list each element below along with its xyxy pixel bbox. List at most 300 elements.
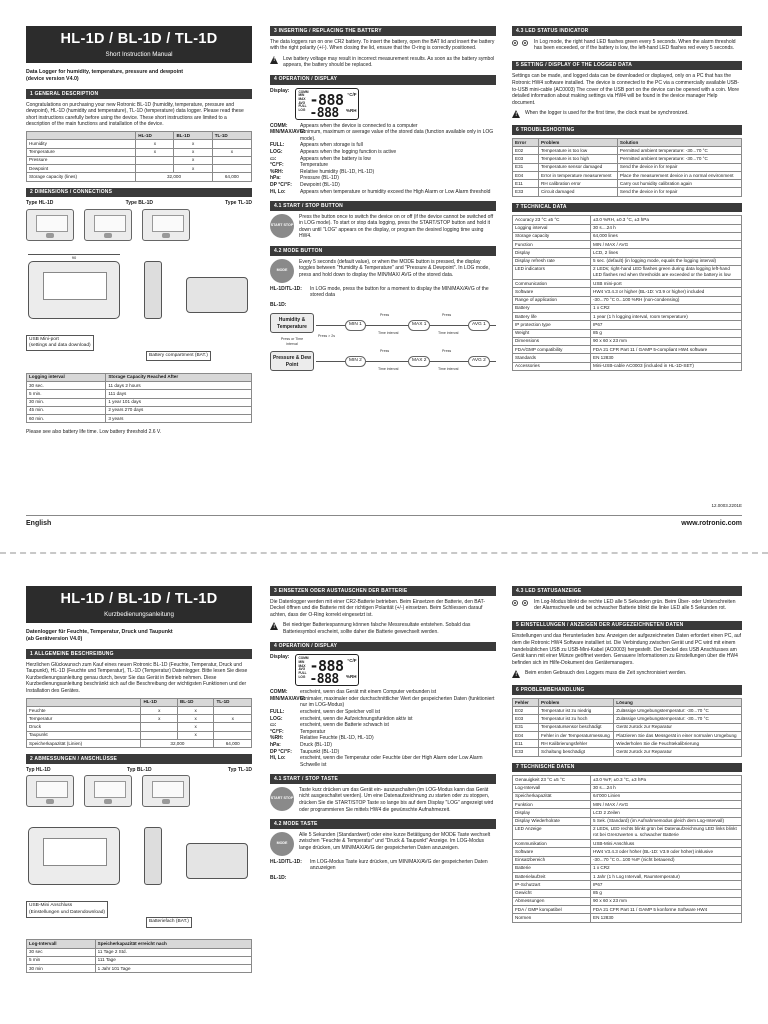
battery-warning: [270, 56, 496, 69]
table-row: [513, 897, 742, 905]
table-cell: Temperatur ist zu hoch: [539, 715, 614, 723]
table-cell: E02: [513, 147, 539, 155]
start-stop-button-icon: START STOP: [270, 787, 294, 811]
table-cell: 90 x 60 x 23 mm: [591, 337, 742, 345]
general-description-text: Herzlichen Glückwunsch zum Kauf eines neuen Rotronic BL-1D (Feuchte, Temperatur, Druck und Taupunkt), HL-1D (Feuchte und Temperatur), TL-1D (Temperatur) Datenlogger. Bitte lesen Sie diese Kurzbedienungsanleitung genau durch, bevor Sie das Gerät in Betrieb nehmen. Diese Kurzbedienungsanleitung beschränkt sich auf die Beschreibung der wichtigsten Funktionen und der Installation des Gerätes.: [26, 661, 248, 695]
table-cell: Accessories: [513, 362, 591, 370]
table-cell: HW4 V3.4.3 or higher (BL-1D: V3.9 or higher) included: [591, 288, 742, 296]
warning-icon: [512, 110, 521, 119]
definition-key: Hi, Lo:: [270, 755, 286, 762]
section-heading-settings: 5 SETTING / DISPLAY OF THE LOGGED DATA: [512, 61, 742, 71]
table-row: [513, 784, 742, 792]
flow-avg-2: AVG 2: [468, 356, 490, 366]
table-cell: 64,000: [212, 173, 251, 181]
table-cell: -30...70 °C 0...100 %RH (non-condensing): [591, 296, 742, 304]
definition-row: [270, 182, 496, 189]
section-heading-general: 1 ALLGEMEINE BESCHREIBUNG: [26, 649, 252, 659]
table-cell: Batterielaufzeit: [513, 873, 591, 881]
section-heading-general: 1 GENERAL DESCRIPTION: [26, 89, 252, 99]
table-cell: [212, 156, 251, 164]
table-cell: LED indicators: [513, 265, 591, 279]
table-cell: 85 g: [591, 329, 742, 337]
lcd-flag: MIN: [298, 93, 305, 98]
troubleshooting-table: [512, 138, 742, 197]
table-cell: Temperature is too high: [539, 155, 618, 163]
flow-max-2: MAX 2: [408, 356, 430, 366]
table-cell: 64'000 Linien: [591, 792, 742, 800]
page-footer: [26, 515, 742, 528]
section-heading-dimensions: 2 DIMENSIONS / CONNECTIONS: [26, 188, 252, 198]
battery-warning: [270, 622, 496, 635]
table-cell: x: [141, 715, 177, 723]
section-heading-mode: 4.2 MODE BUTTON: [270, 246, 496, 256]
section-heading-start-stop: 4.1 START / STOP BUTTON: [270, 201, 496, 211]
table-cell: Funktion: [513, 801, 591, 809]
device-image-tl1d: [142, 775, 190, 807]
device-type-labels: [26, 200, 252, 207]
table-row: [513, 147, 742, 155]
definition-key: FULL:: [270, 142, 285, 149]
table-cell: Storage capacity (lines): [27, 173, 136, 181]
table-cell: Humidity: [27, 140, 136, 148]
table-cell: 11 Tage 2 Std.: [95, 948, 251, 956]
table-cell: x: [141, 706, 177, 714]
device-image-hl1d: [26, 209, 74, 241]
flow-press-2s: Press > 2s: [318, 334, 336, 339]
table-cell: 30 sec.: [27, 382, 106, 390]
section-heading-technical: 7 TECHNICAL DATA: [512, 203, 742, 213]
battery-text: The data loggers run on one CR2 battery. To insert the battery, open the BAT lid and insert the battery with the right polarity (+/-). When closing the lid, ensure that the O-ring is correctly positioned.: [270, 38, 495, 52]
table-cell: E04: [513, 171, 539, 179]
lcd-flag: LOG: [298, 107, 306, 112]
battery-threshold-note: Please see also battery life time. Low battery threshold 2.6 V.: [26, 429, 162, 436]
start-stop-row: [270, 787, 496, 813]
usb-callout-line-1: USB Mini-port: [29, 336, 59, 342]
lcd-flag: MAX: [298, 663, 306, 668]
device-back-drawing: [186, 843, 248, 879]
battery-compartment-callout: Battery compartment (BAT.): [146, 351, 211, 361]
definition-row: [270, 755, 496, 768]
table-cell: E11: [513, 180, 539, 188]
table-header-row: [513, 138, 742, 146]
table-cell: 30 sec: [27, 948, 96, 956]
definition-row: [270, 749, 496, 756]
definition-value: erscheint, wenn der Speicher voll ist: [300, 708, 381, 715]
table-cell: Kommunikation: [513, 840, 591, 848]
table-row: [513, 792, 742, 800]
definition-value: erscheint, wenn die Temperatur oder Feuchte über der High Alarm oder Low Alarm Schwelle ist: [300, 755, 483, 768]
manual-title: HL-1D / BL-1D / TL-1D: [60, 31, 218, 47]
table-cell: HW4 V3.4.3 oder höher (BL-1D: V3.9 oder höher) inklusive: [591, 848, 742, 856]
table-row: [513, 257, 742, 265]
footer-website-link[interactable]: www.rotronic.com: [681, 520, 742, 527]
table-cell: -30...70 °C 0...100 %rF (nicht betauend): [591, 856, 742, 864]
table-cell: Temperature sensor damaged: [539, 163, 618, 171]
definition-row: [270, 142, 496, 149]
column-3: [512, 26, 742, 371]
table-row: [513, 748, 742, 756]
table-row: [513, 825, 742, 839]
table-header-cell: TL-1D: [212, 132, 251, 140]
table-row: [513, 809, 742, 817]
table-cell: 64,000 lines: [591, 232, 742, 240]
intro-line-2: (device version V4.0): [26, 76, 79, 83]
table-cell: Battery life: [513, 313, 591, 321]
battery-text: Die Datenlogger werden mit einer CR2-Batterie betrieben. Beim Einsetzen der Batterie, den BAT-Deckel öffnen und die Batterie mit der richtigen Polarität (+/-) einsetzen. Beim Schliessen darauf achten, dass der O-Ring korrekt eingesetzt ist.: [270, 598, 486, 618]
flow-min-2: MIN 2: [345, 356, 366, 366]
type-label: Typ BL-1D: [126, 766, 152, 773]
table-cell: 64,000: [214, 739, 252, 747]
display-row: [270, 654, 496, 686]
table-row: [513, 163, 742, 171]
display-label: Display:: [270, 654, 290, 661]
led-icon: [522, 600, 528, 606]
table-cell: EN 12830: [591, 914, 742, 922]
table-cell: Place the measurement device in a normal environment: [617, 171, 741, 179]
table-cell: FDA / GMP kompatibel: [513, 906, 591, 914]
table-cell: Normen: [513, 914, 591, 922]
dimension-drawing: [26, 813, 252, 931]
led-icons: [512, 40, 528, 46]
table-cell: Display: [513, 809, 591, 817]
table-row: [27, 723, 252, 731]
intro-line-1: Data Logger for humidity, temperature, pressure and dewpoint: [26, 69, 184, 76]
technical-data-table: [512, 775, 742, 922]
definition-value: Appears when temperature or humidity exceed the High Alarm or Low Alarm threshold: [300, 188, 491, 195]
table-cell: Logging interval: [513, 224, 591, 232]
clock-warning: [512, 670, 742, 679]
definition-key: HL-1D/TL-1D:: [270, 858, 302, 865]
table-cell: x: [212, 148, 251, 156]
table-cell: 1 Jahr 101 Tage: [95, 965, 251, 973]
definition-key: °C/°F:: [270, 728, 284, 735]
width-dimension-label: 90: [28, 254, 120, 260]
table-row: [513, 362, 742, 370]
table-row: [513, 889, 742, 897]
definition-value: Taupunkt (BL-1D): [300, 748, 340, 755]
lcd-flags: [298, 657, 308, 679]
table-cell: Permitted ambient temperature: -30...70 °C: [617, 155, 741, 163]
table-cell: 1 year 101 days: [106, 398, 252, 406]
definition-key: BL-1D:: [270, 875, 287, 882]
table-cell: Carry out humidity calibration again: [617, 180, 741, 188]
battery-warning-text: Bei niedriger Batteriespannung können falsche Messresultate entstehen. Sobald das Batteriesymbol erscheint, sollte daher die Batterie gewechselt werden.: [283, 622, 471, 635]
usb-port-callout: [26, 901, 108, 918]
lcd-digits-top: -888: [309, 90, 344, 109]
table-cell: E04: [513, 731, 539, 739]
led-icon: [522, 40, 528, 46]
type-label: Type HL-1D: [26, 200, 54, 207]
table-cell: E03: [513, 155, 539, 163]
settings-text: Einstellungen und das Herunterladen bzw. Anzeigen der aufgezeichneten Daten erfordert einen PC, auf dem die Rotronic HW4 Software installiert ist. Die Verbindung zwischen Gerät und PC wird mit einem handelsüblichen USB zu USB-Mini-Kabel (AC0003) hergestellt. Der Deckel des USB Anschlusses am Gerät kann mit einer Münze geöffnet werden. Genauere Informationen zu Einstellungen über die HW4 befinden sich im Hilfe-Dokument des Gerätemanagers.: [512, 633, 742, 666]
table-row: [513, 840, 742, 848]
warning-icon: [270, 56, 279, 65]
table-header-row: [27, 373, 252, 381]
table-header-cell: Log-Intervall: [27, 940, 96, 948]
table-row: [513, 740, 742, 748]
table-cell: FDA/GMP compatibility: [513, 346, 591, 354]
table-row: [27, 956, 252, 964]
table-row: [513, 296, 742, 304]
definition-value: Relative Feuchte (BL-1D, HL-1D): [300, 735, 374, 742]
table-row: [513, 346, 742, 354]
table-cell: 1 year (1 h logging interval, room temperature): [591, 313, 742, 321]
table-row: [27, 731, 252, 739]
table-cell: Batterie: [513, 864, 591, 872]
section-heading-mode: 4.2 MODE TASTE: [270, 819, 496, 829]
definition-row: [270, 722, 496, 729]
table-cell: x: [174, 165, 212, 173]
table-cell: Accuracy 23 °C ±5 °C: [513, 216, 591, 224]
definition-key: %RH:: [270, 168, 284, 175]
table-cell: Druck: [27, 723, 141, 731]
flow-press-or-time: Press or Time interval: [280, 337, 304, 347]
section-heading-dimensions: 2 ABMESSUNGEN / ANSCHLÜSSE: [26, 754, 252, 764]
table-row: [27, 173, 252, 181]
column-3: [512, 586, 742, 923]
table-row: [513, 313, 742, 321]
general-description-text: Congratulations on purchasing your new Rotronic BL-1D (humidity, temperature, pressure and dewpoint), HL-1D (humidity and temperature), TL-1D (temperature) data logger. Please read these short instructions carefully before using the device. These short instructions are limited to a description of the main functions and installation of the device.: [26, 101, 244, 128]
table-header-cell: Lösung: [614, 698, 742, 706]
definition-value: Temperature: [300, 162, 329, 169]
table-header-cell: Storage Capacity Reached After: [106, 373, 252, 381]
table-row: [513, 354, 742, 362]
device-type-labels: [26, 767, 252, 774]
table-row: [513, 856, 742, 864]
lcd-flag: FULL: [298, 104, 307, 109]
table-cell: Software: [513, 848, 591, 856]
definition-value: Druck (BL-1D): [300, 741, 332, 748]
table-row: [27, 406, 252, 414]
definition-value: Minimaler, maximaler oder durchschnittlicher Wert der gespeicherten Daten (funktioniert nur im LOG-Modus): [300, 695, 495, 709]
table-cell: [214, 731, 252, 739]
table-cell: Pressure: [27, 156, 136, 164]
table-cell: Range of application: [513, 296, 591, 304]
definition-row: [270, 709, 496, 716]
table-cell: 30 min.: [27, 398, 106, 406]
display-row: [270, 88, 496, 120]
table-cell: 5 min: [27, 956, 96, 964]
table-cell: ±3.0 %RH, ±0.3 °C, ±3 hPa: [591, 216, 742, 224]
table-row: [513, 280, 742, 288]
table-row: [513, 224, 742, 232]
usb-callout-line-2: (Einstellungen und Datendownload): [29, 909, 106, 915]
definition-value: Appears when storage is full: [300, 142, 363, 149]
lcd-flag: AVG: [298, 667, 306, 672]
table-cell: Temperature is too low: [539, 147, 618, 155]
flow-press: Press: [442, 313, 452, 318]
lcd-unit-rh: %RH: [345, 674, 357, 680]
definition-key: BL-1D:: [270, 301, 287, 308]
table-row: [513, 914, 742, 922]
table-header-cell: HL-1D: [136, 132, 174, 140]
table-cell: EN 12830: [591, 354, 742, 362]
definition-row: [270, 169, 496, 176]
section-heading-led: 4.3 LED STATUSANZEIGE: [512, 586, 742, 596]
clock-warning: [512, 110, 742, 119]
table-cell: 90 x 60 x 23 mm: [591, 897, 742, 905]
definition-value: Pressure (BL-1D): [300, 175, 339, 182]
table-row: [513, 731, 742, 739]
section-heading-start-stop: 4.1 START / STOP TASTE: [270, 774, 496, 784]
table-cell: IP67: [591, 321, 742, 329]
table-cell: Temperatursensor beschädigt: [539, 723, 614, 731]
table-cell: x: [177, 706, 213, 714]
table-cell: [214, 706, 252, 714]
led-text: In Log mode, the right hand LED flashes green every 5 seconds. When the alarm threshold has been exceeded, or if the battery is low, the left-hand LED flashes red every 5 seconds.: [534, 38, 736, 52]
led-row: [512, 39, 742, 55]
start-stop-text: Press the button once to switch the device on or off (if the device cannot be switched off in LOG mode). To start or stop data logging, press the START/STOP button and hold it down until "LOG" appears on the display, or program the desired logging time using HW4.: [299, 213, 494, 240]
display-definitions: [270, 689, 496, 768]
definition-key: MIN/MAX/AVG:: [270, 695, 306, 702]
definition-value: erscheint, wenn die Batterie schwach ist: [300, 722, 389, 729]
table-cell: Display refresh rate: [513, 257, 591, 265]
definition-value: Dewpoint (BL-1D): [300, 181, 340, 188]
table-cell: Platzieren Sie das Messgerät in einer normalen Umgebung: [614, 731, 742, 739]
table-cell: [136, 156, 174, 164]
table-cell: 11 days 2 hours: [106, 382, 252, 390]
table-row: [513, 249, 742, 257]
device-front-drawing: [28, 827, 120, 885]
definition-key: LOG:: [270, 715, 283, 722]
table-cell: E33: [513, 748, 539, 756]
section-heading-settings: 5 EINSTELLUNGEN / ANZEIGEN DER AUFGEZEICHNETEN DATEN: [512, 621, 742, 631]
mode-text: Alle 5 Sekunden (Standardwert) oder eine kurze Betätigung der MODE Taste wechselt zwischen "Feuchte & Temperatur" und "Druck & Taupunkt" Anzeige. Im LOG-Modus lange drücken, um MIN/MAX/AVG der gespeicherten Daten anzuzeigen.: [299, 831, 491, 852]
led-icon: [512, 600, 518, 606]
lcd-unit-rh: %RH: [345, 107, 357, 113]
table-cell: 45 min.: [27, 406, 106, 414]
flow-press: Press: [380, 313, 390, 318]
lcd-flag: COMM: [298, 89, 309, 94]
device-image-bl1d: [84, 209, 132, 241]
table-header-row: [27, 940, 252, 948]
table-cell: Communication: [513, 280, 591, 288]
table-row: [513, 180, 742, 188]
table-cell: x: [136, 148, 174, 156]
table-cell: 2 LEDs, LED rechts blinkt grün bei Datenaufzeichnung LED links blinkt rot bei Grenzwerten u. schwacher Batterie: [591, 825, 742, 839]
table-row: [513, 216, 742, 224]
table-cell: Error in temperature measurement: [539, 171, 618, 179]
lcd-unit-temp: °C/F: [347, 658, 357, 664]
definition-key: COMM:: [270, 689, 288, 696]
table-header-cell: BL-1D: [174, 132, 212, 140]
table-cell: x: [177, 731, 213, 739]
table-cell: 32,000: [136, 173, 212, 181]
clock-warning-text: When the logger is used for the first time, the clock must be synchronized.: [525, 110, 689, 117]
warning-icon: [512, 670, 521, 679]
section-heading-operation: 4 OPERATION / DISPLAY: [270, 642, 496, 652]
table-cell: 1 x CR2: [591, 304, 742, 312]
table-cell: RH Kalibrierungsfehler: [539, 740, 614, 748]
table-row: [513, 873, 742, 881]
device-side-drawing: [144, 827, 162, 885]
definition-value: Appears when the logging function is active: [300, 148, 397, 155]
definition-value: Temperatur: [300, 728, 326, 735]
table-cell: E03: [513, 715, 539, 723]
table-row: [513, 155, 742, 163]
table-header-cell: Problem: [539, 698, 614, 706]
table-cell: Gerät zurück zur Reparatur: [614, 748, 742, 756]
table-cell: Display: [513, 249, 591, 257]
table-row: [27, 398, 252, 406]
definition-key: DP °C/°F:: [270, 181, 292, 188]
type-label: Typ TL-1D: [227, 766, 252, 773]
intro-line-2: (ab Gerätversion V4.0): [26, 636, 83, 643]
led-row: [512, 599, 742, 615]
table-row: [513, 171, 742, 179]
lcd-flags: [298, 91, 308, 113]
led-text: Im Log-Modus blinkt die rechte LED alle 5 Sekunden grün. Beim Über- oder Unterschreiten der Alarmschwelle und bei schwacher Batterie blinkt die linke LED alle 5 Sekunden rot.: [534, 598, 736, 612]
table-header-cell: [27, 698, 141, 706]
table-cell: 32,000: [141, 739, 214, 747]
table-cell: Feuchte: [27, 706, 141, 714]
lcd-flag: FULL: [298, 670, 307, 675]
table-cell: x: [174, 148, 212, 156]
table-cell: Temperatur ist zu niedrig: [539, 707, 614, 715]
table-cell: ±3.0 %rF, ±0.3 °C, ±3 hPa: [591, 776, 742, 784]
definition-value: erscheint, wenn die Aufzeichnungsfunktion aktiv ist: [300, 715, 413, 722]
column-2: [270, 26, 496, 379]
table-row: [513, 801, 742, 809]
title-banner: [26, 26, 252, 63]
table-cell: LCD, 2 lines: [591, 249, 742, 257]
table-header-cell: BL-1D: [177, 698, 213, 706]
type-label: Type TL-1D: [225, 200, 252, 207]
flow-humidity-temperature: Humidity & Temperature: [270, 313, 314, 333]
table-header-cell: Problem: [539, 138, 618, 146]
german-manual-page: [0, 552, 768, 1024]
lcd-digits-bottom: -888: [309, 105, 339, 121]
table-header-cell: HL-1D: [141, 698, 177, 706]
flow-press: Press: [442, 349, 452, 354]
definition-value: Appears when the battery is low: [300, 155, 371, 162]
device-back-drawing: [186, 277, 248, 313]
table-cell: Temperatur: [27, 715, 141, 723]
definition-row: [270, 716, 496, 723]
logging-interval-table: [26, 373, 252, 424]
definition-row: [270, 149, 496, 156]
mode-row: [270, 259, 496, 283]
definition-key: °C/°F:: [270, 162, 284, 169]
flow-time-interval: Time interval: [438, 367, 459, 372]
table-cell: 30 s....24 h: [591, 784, 742, 792]
definition-value: erscheint, wenn das Gerät mit einem Computer verbunden ist: [300, 689, 437, 696]
flow-time-interval: Time interval: [378, 367, 399, 372]
intro: [26, 69, 252, 83]
definition-row: [270, 175, 496, 182]
lcd-digits-bottom: -888: [309, 672, 339, 688]
document-number: 12.0003.2201E: [711, 503, 742, 508]
definition-row: [270, 123, 496, 130]
table-cell: Dimensions: [513, 337, 591, 345]
table-cell: 1 x CR2: [591, 864, 742, 872]
table-cell: x: [177, 723, 213, 731]
mode-flow-diagram: [270, 311, 496, 379]
table-cell: 85 g: [591, 889, 742, 897]
flow-min-1: MIN 1: [345, 320, 366, 330]
table-cell: [141, 731, 177, 739]
table-row: [513, 329, 742, 337]
column-2: [270, 586, 496, 882]
table-cell: Software: [513, 288, 591, 296]
table-cell: Send the device in for repair: [617, 188, 741, 196]
table-cell: Display Wiederholrate: [513, 817, 591, 825]
table-row: [27, 415, 252, 423]
table-cell: x: [174, 140, 212, 148]
table-row: [513, 321, 742, 329]
table-cell: LCD 2 Zeilen: [591, 809, 742, 817]
definition-key: FULL:: [270, 708, 285, 715]
